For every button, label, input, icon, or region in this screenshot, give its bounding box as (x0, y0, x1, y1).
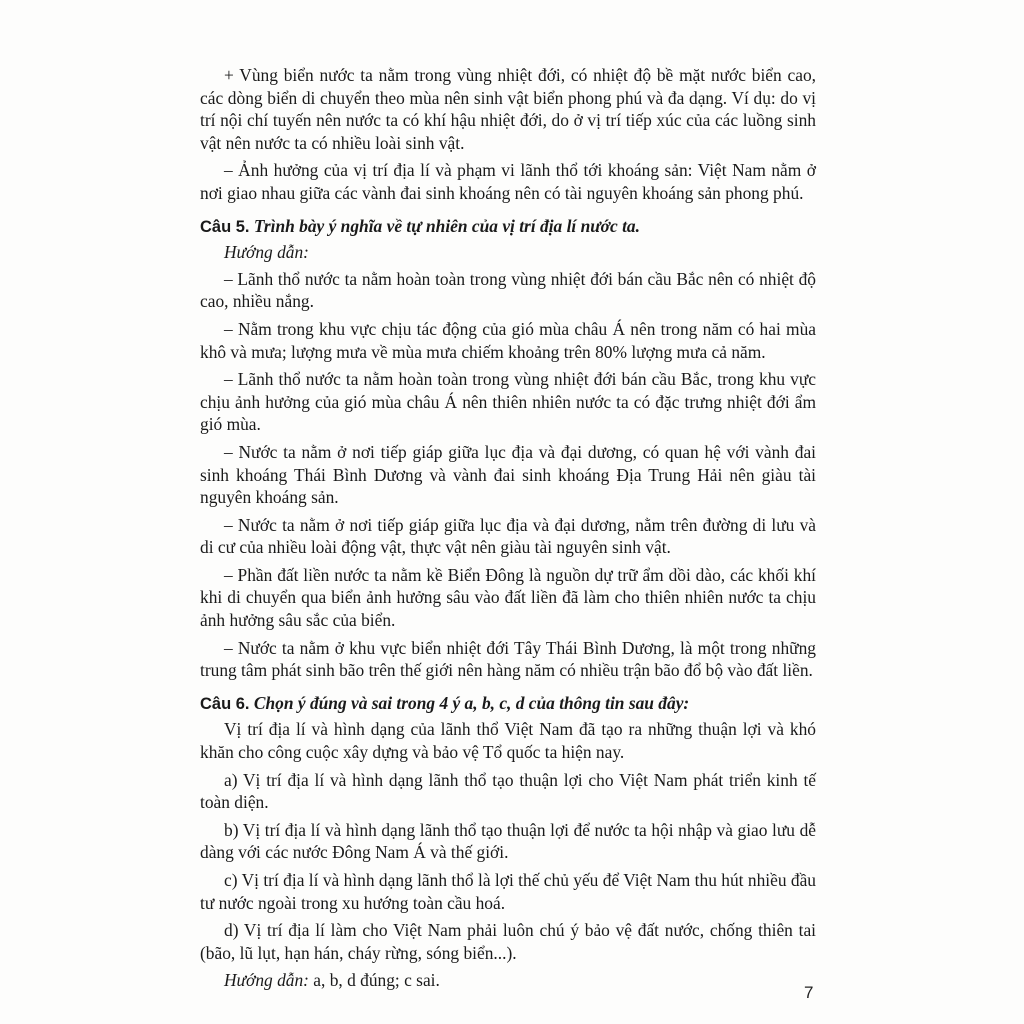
question-6-option-c: c) Vị trí địa lí và hình dạng lãnh thổ là lợi thế chủ yếu để Việt Nam thu hút nhiều đầu tư nước ngoài trong xu hướng toàn cầu hoá. (200, 870, 816, 913)
question-5-item: – Lãnh thổ nước ta nằm hoàn toàn trong vùng nhiệt đới bán cầu Bắc nên có nhiệt độ cao, nhiều nắng. (200, 268, 816, 312)
question-6-answer-text: a, b, d đúng; c sai. (308, 970, 440, 991)
question-6-guide-label: Hướng dẫn: (224, 970, 309, 991)
question-6-answer (200, 969, 816, 992)
intro-paragraph: – Ảnh hưởng của vị trí địa lí và phạm vi lãnh thổ tới khoáng sản: Việt Nam nằm ở nơi giao nhau giữa các vành đai sinh khoáng nên có tài nguyên khoáng sản phong phú. (200, 160, 816, 203)
question-5-item: – Nước ta nằm ở nơi tiếp giáp giữa lục địa và đại dương, có quan hệ với vành đai sinh khoáng Thái Bình Dương và vành đai sinh khoáng Địa Trung Hải nên giàu tài nguyên khoáng sản. (200, 441, 816, 508)
question-6-option-d: d) Vị trí địa lí làm cho Việt Nam phải luôn chú ý bảo vệ đất nước, chống thiên tai (bão, lũ lụt, hạn hán, cháy rừng, sóng biển...). (200, 920, 816, 963)
question-6-statement: Vị trí địa lí và hình dạng của lãnh thổ Việt Nam đã tạo ra những thuận lợi và khó khăn cho công cuộc xây dựng và bảo vệ Tổ quốc ta hiện nay. (200, 719, 816, 763)
question-6-option-b: b) Vị trí địa lí và hình dạng lãnh thổ tạo thuận lợi để nước ta hội nhập và giao lưu dễ dàng với các nước Đông Nam Á và thế giới. (200, 819, 816, 863)
question-6-title: Chọn ý đúng và sai trong 4 ý a, b, c, d của thông tin sau đây: (253, 692, 690, 713)
page-number: 7 (804, 983, 814, 1002)
question-5-item: – Nằm trong khu vực chịu tác động của gió mùa châu Á nên trong năm có hai mùa khô và mưa; lượng mưa về mùa mưa chiếm khoảng trên 80% lượng mưa cả năm. (200, 318, 816, 362)
question-5-title: Trình bày ý nghĩa về tự nhiên của vị trí địa lí nước ta. (253, 215, 640, 236)
intro-paragraph: + Vùng biển nước ta nằm trong vùng nhiệt đới, có nhiệt độ bề mặt nước biển cao, các dòng biển di chuyển theo mùa nên sinh vật biển phong phú và đa dạng. Ví dụ: do vị trí nội chí tuyến nên nước ta có khí hậu nhiệt đới, do ở vị trí tiếp xúc của các luồng sinh vật nên nước ta có nhiều loài sinh vật. (200, 65, 816, 153)
page-content (200, 64, 816, 992)
question-5-item: – Lãnh thổ nước ta nằm hoàn toàn trong vùng nhiệt đới bán cầu Bắc, trong khu vực chịu ảnh hưởng của gió mùa châu Á nên thiên nhiên nước ta có đặc trưng nhiệt đới ẩm gió mùa. (200, 369, 816, 435)
question-6-label: Câu 6. (200, 694, 250, 713)
question-5-item: – Phần đất liền nước ta nằm kề Biển Đông là nguồn dự trữ ẩm dồi dào, các khối khí khi di chuyển qua biển ảnh hưởng sâu vào đất liền đã làm cho thiên nhiên nước ta chịu ảnh hưởng sâu sắc của biển. (200, 564, 816, 631)
question-5-heading (200, 215, 816, 239)
question-5-guide-label: Hướng dẫn: (224, 242, 309, 263)
question-5-item: – Nước ta nằm ở nơi tiếp giáp giữa lục địa và đại dương, nằm trên đường di lưu và di cư của nhiều loài động vật, thực vật nên giàu tài nguyên sinh vật. (200, 514, 816, 558)
question-6-option-a: a) Vị trí địa lí và hình dạng lãnh thổ tạo thuận lợi cho Việt Nam phát triển kinh tế toàn diện. (200, 769, 816, 813)
question-5-label: Câu 5. (200, 217, 250, 236)
question-5-item: – Nước ta nằm ở khu vực biển nhiệt đới Tây Thái Bình Dương, là một trong những trung tâm phát sinh bão trên thế giới nên hàng năm có nhiều trận bão đổ bộ vào đất liền. (200, 637, 816, 681)
question-6-heading (200, 692, 816, 716)
